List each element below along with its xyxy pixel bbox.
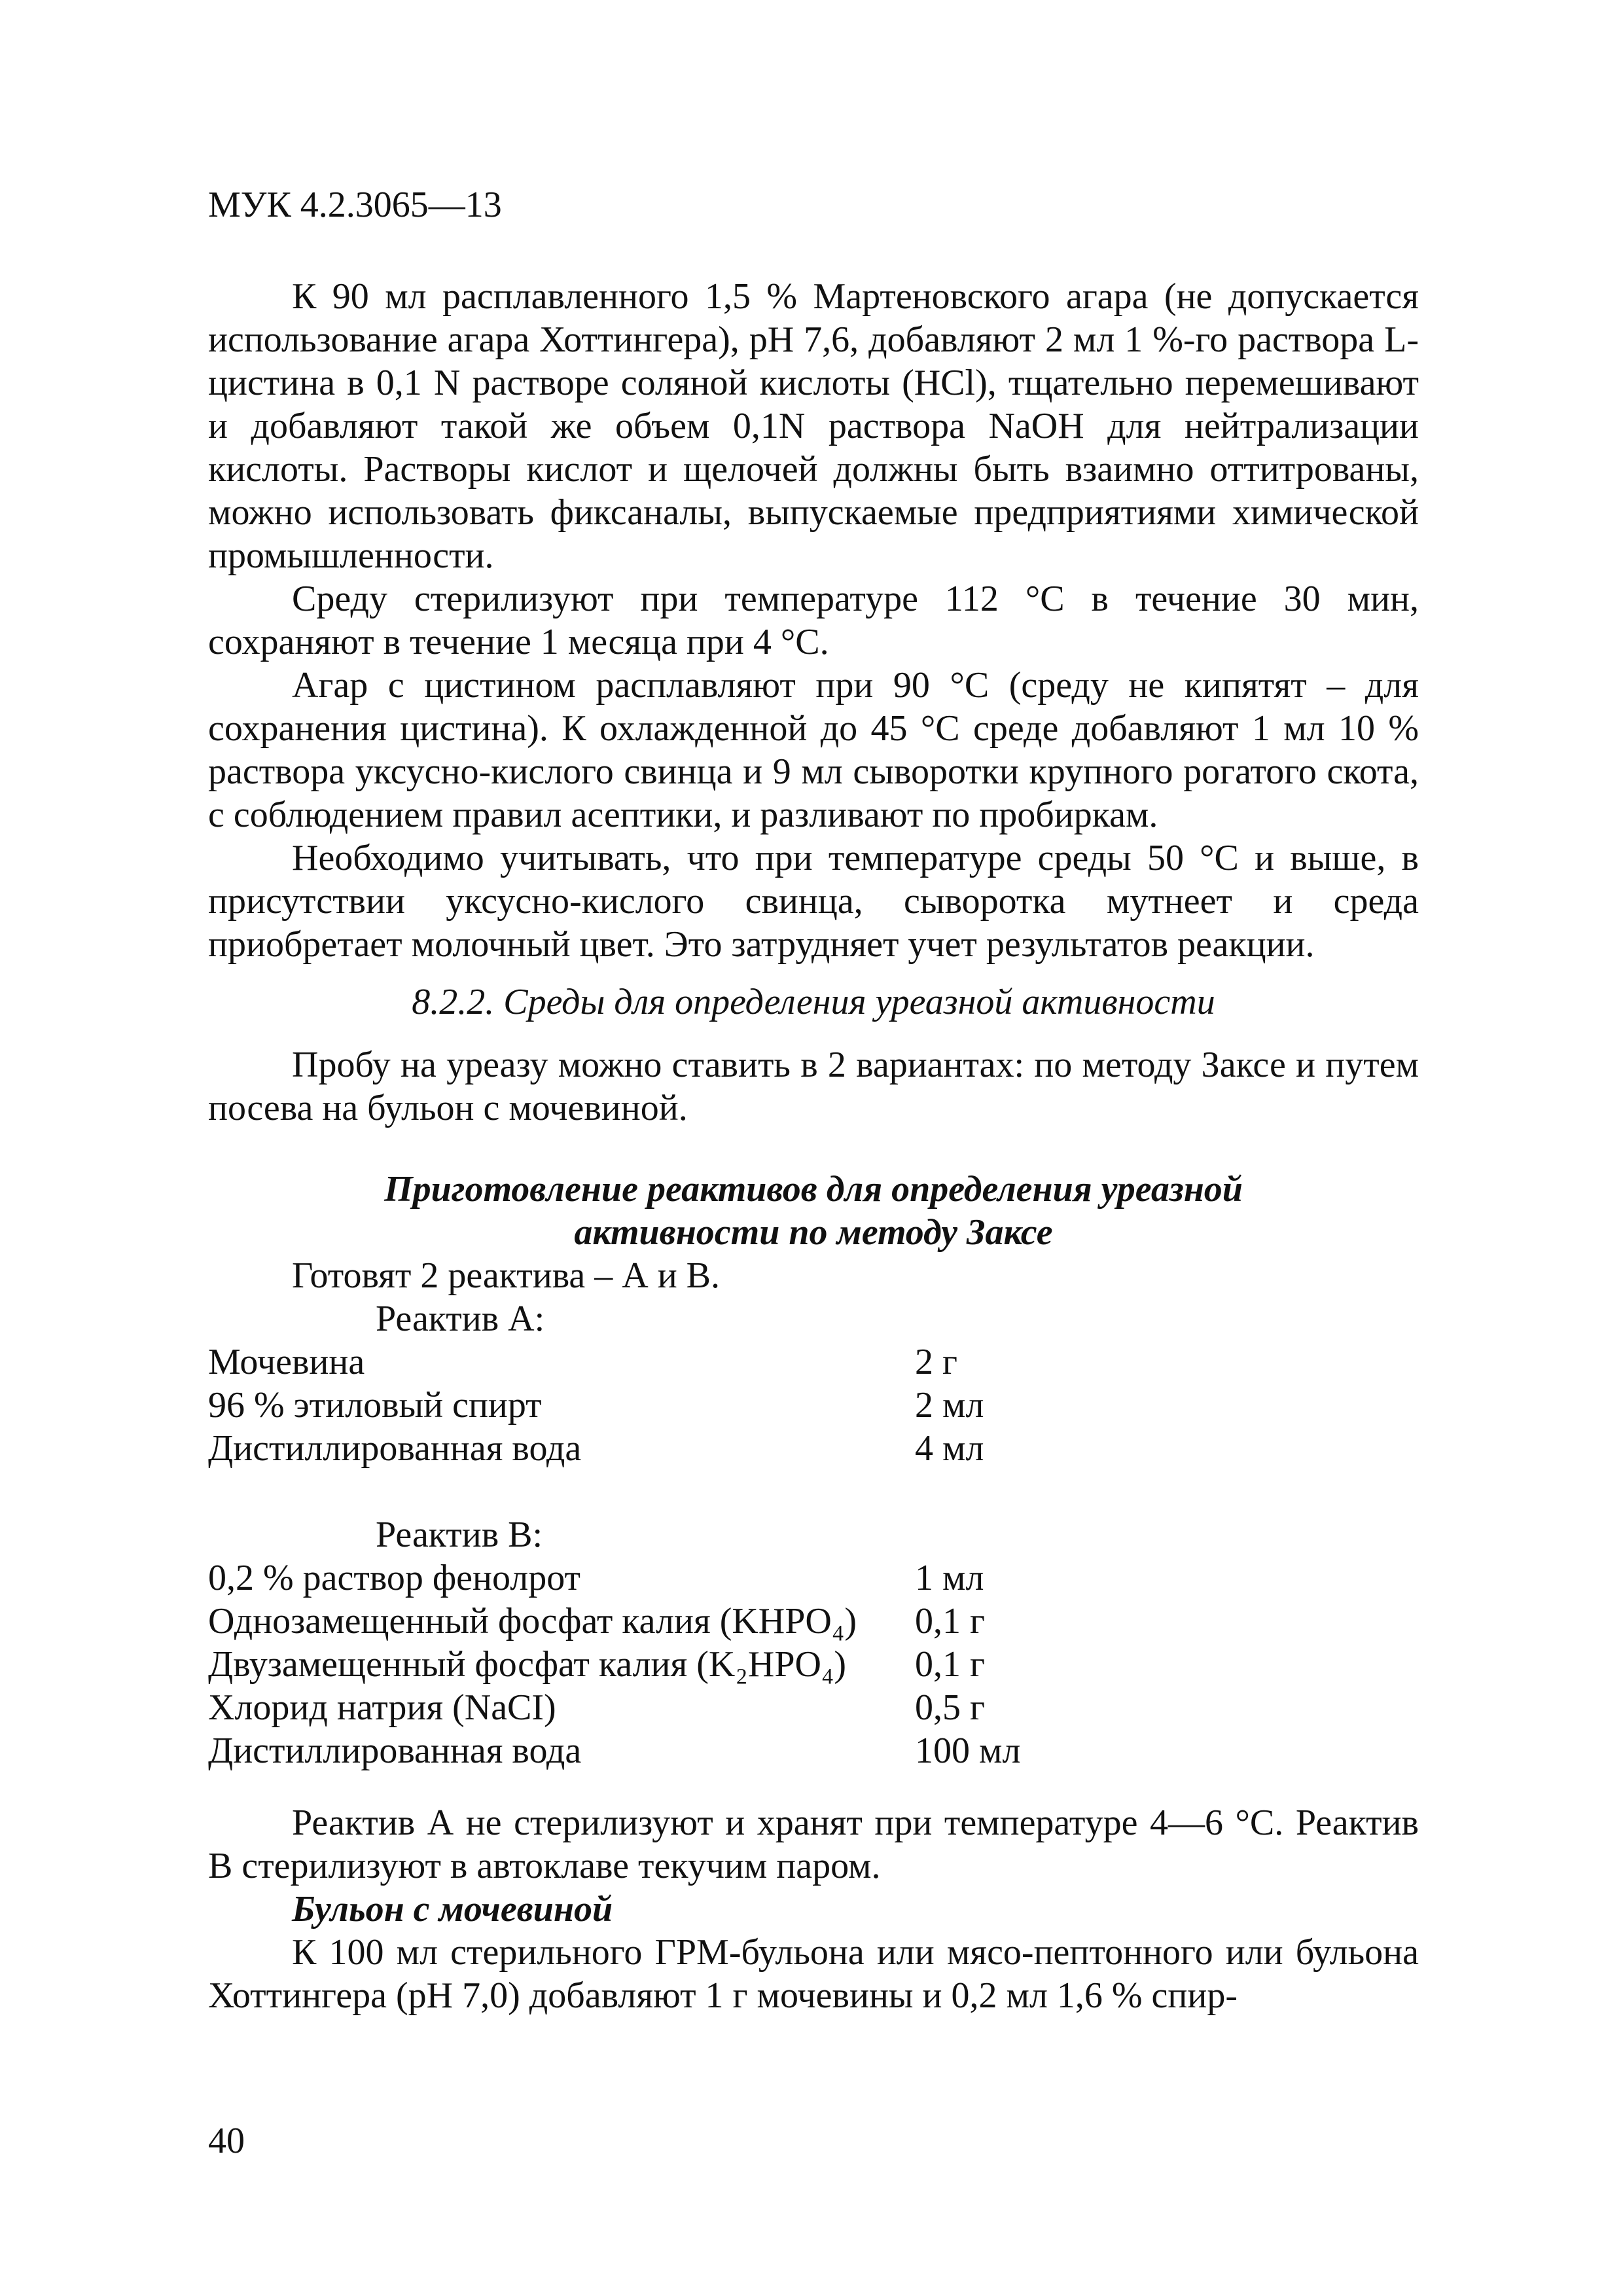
table-row <box>208 1340 984 1384</box>
reagent-b-title: Реактив В: <box>376 1515 543 1555</box>
table-row <box>208 1600 1020 1643</box>
section-heading-line: активности по методу Заксе <box>574 1212 1053 1253</box>
page-number: 40 <box>208 2121 245 2161</box>
paragraph: Пробу на уреазу можно ставить в 2 вариантах: по методу Заксе и путем посева на бульон с мочевиной. <box>208 1045 1419 1128</box>
paragraph: Необходимо учитывать, что при температуре среды 50 °С и выше, в присутствии уксусно-кислого свинца, сыворотка мутнеет и среда приобретает молочный цвет. Это затрудняет учет результатов реакции. <box>208 838 1419 965</box>
ingredient-name: Однозамещенный фосфат калия (KHPO₄) <box>208 1601 857 1641</box>
body-text <box>208 275 1419 2017</box>
reagent-b-table <box>208 1556 1020 1772</box>
ingredient-amount: 4 мл <box>915 1428 984 1469</box>
ingredient-name: Дистиллированная вода <box>208 1428 582 1469</box>
section-heading <box>208 1168 1419 1254</box>
ingredient-name: Дистиллированная вода <box>208 1731 582 1771</box>
spacer <box>208 1470 1419 1513</box>
table-row <box>208 1686 1020 1729</box>
reagent-a-title: Реактив А: <box>376 1299 545 1339</box>
subsection-title: 8.2.2. Среды для определения уреазной активности <box>412 982 1215 1022</box>
ingredient-amount: 2 г <box>915 1342 957 1382</box>
broth-heading: Бульон с мочевиной <box>292 1889 613 1929</box>
ingredient-name: Хлорид натрия (NaCI) <box>208 1687 556 1728</box>
paragraph: Реактив А не стерилизуют и хранят при температуре 4—6 °С. Реактив В стерилизуют в автоклаве текучим паром. <box>208 1803 1419 1886</box>
ingredient-name: Двузамещенный фосфат калия (K₂HPO₄) <box>208 1644 847 1685</box>
table-row <box>208 1427 984 1470</box>
ingredient-amount: 0,1 г <box>915 1644 985 1685</box>
table-row <box>208 1556 1020 1600</box>
table-row <box>208 1384 984 1427</box>
paragraph: К 100 мл стерильного ГРМ-бульона или мясо-пептонного или бульона Хоттингера (рН 7,0) добавляют 1 г мочевины и 0,2 мл 1,6 % спир- <box>208 1932 1419 2016</box>
paragraph: Готовят 2 реактива – А и В. <box>292 1255 721 1296</box>
table-row <box>208 1729 1020 1772</box>
ingredient-amount: 0,5 г <box>915 1687 985 1728</box>
section-heading-line: Приготовление реактивов для определения уреазной <box>384 1169 1243 1210</box>
paragraph: Агар с цистином расплавляют при 90 °С (среду не кипятят – для сохранения цистина). К охлажденной до 45 °С среде добавляют 1 мл 10 % раствора уксусно-кислого свинца и 9 мл сыворотки крупного рогатого скота, с соблюдением правил асептики, и разливают по пробиркам. <box>208 665 1419 835</box>
ingredient-amount: 2 мл <box>915 1385 984 1426</box>
paragraph: К 90 мл расплавленного 1,5 % Мартеновского агара (не допускается использование агара Хоттингера), pH 7,6, добавляют 2 мл 1 %-го раствора L-цистина в 0,1 N растворе соляной кислоты (HCl), тщательно перемешивают и добавляют такой же объем 0,1N раствора NaOH для нейтрализации кислоты. Растворы кислот и щелочей должны быть взаимно оттитрованы, можно использовать фиксаналы, выпускаемые предприятиями химической промышленности. <box>208 276 1419 576</box>
reagent-a-table <box>208 1340 984 1470</box>
paragraph: Среду стерилизуют при температуре 112 °С в течение 30 мин, сохраняют в течение 1 месяца при 4 °С. <box>208 579 1419 662</box>
ingredient-name: 96 % этиловый спирт <box>208 1385 542 1426</box>
document-code: МУК 4.2.3065—13 <box>208 185 502 225</box>
table-row <box>208 1643 1020 1686</box>
ingredient-name: Мочевина <box>208 1342 365 1382</box>
ingredient-amount: 0,1 г <box>915 1601 985 1641</box>
ingredient-amount: 1 мл <box>915 1558 984 1598</box>
ingredient-name: 0,2 % раствор фенолрот <box>208 1558 580 1598</box>
ingredient-amount: 100 мл <box>915 1731 1021 1771</box>
